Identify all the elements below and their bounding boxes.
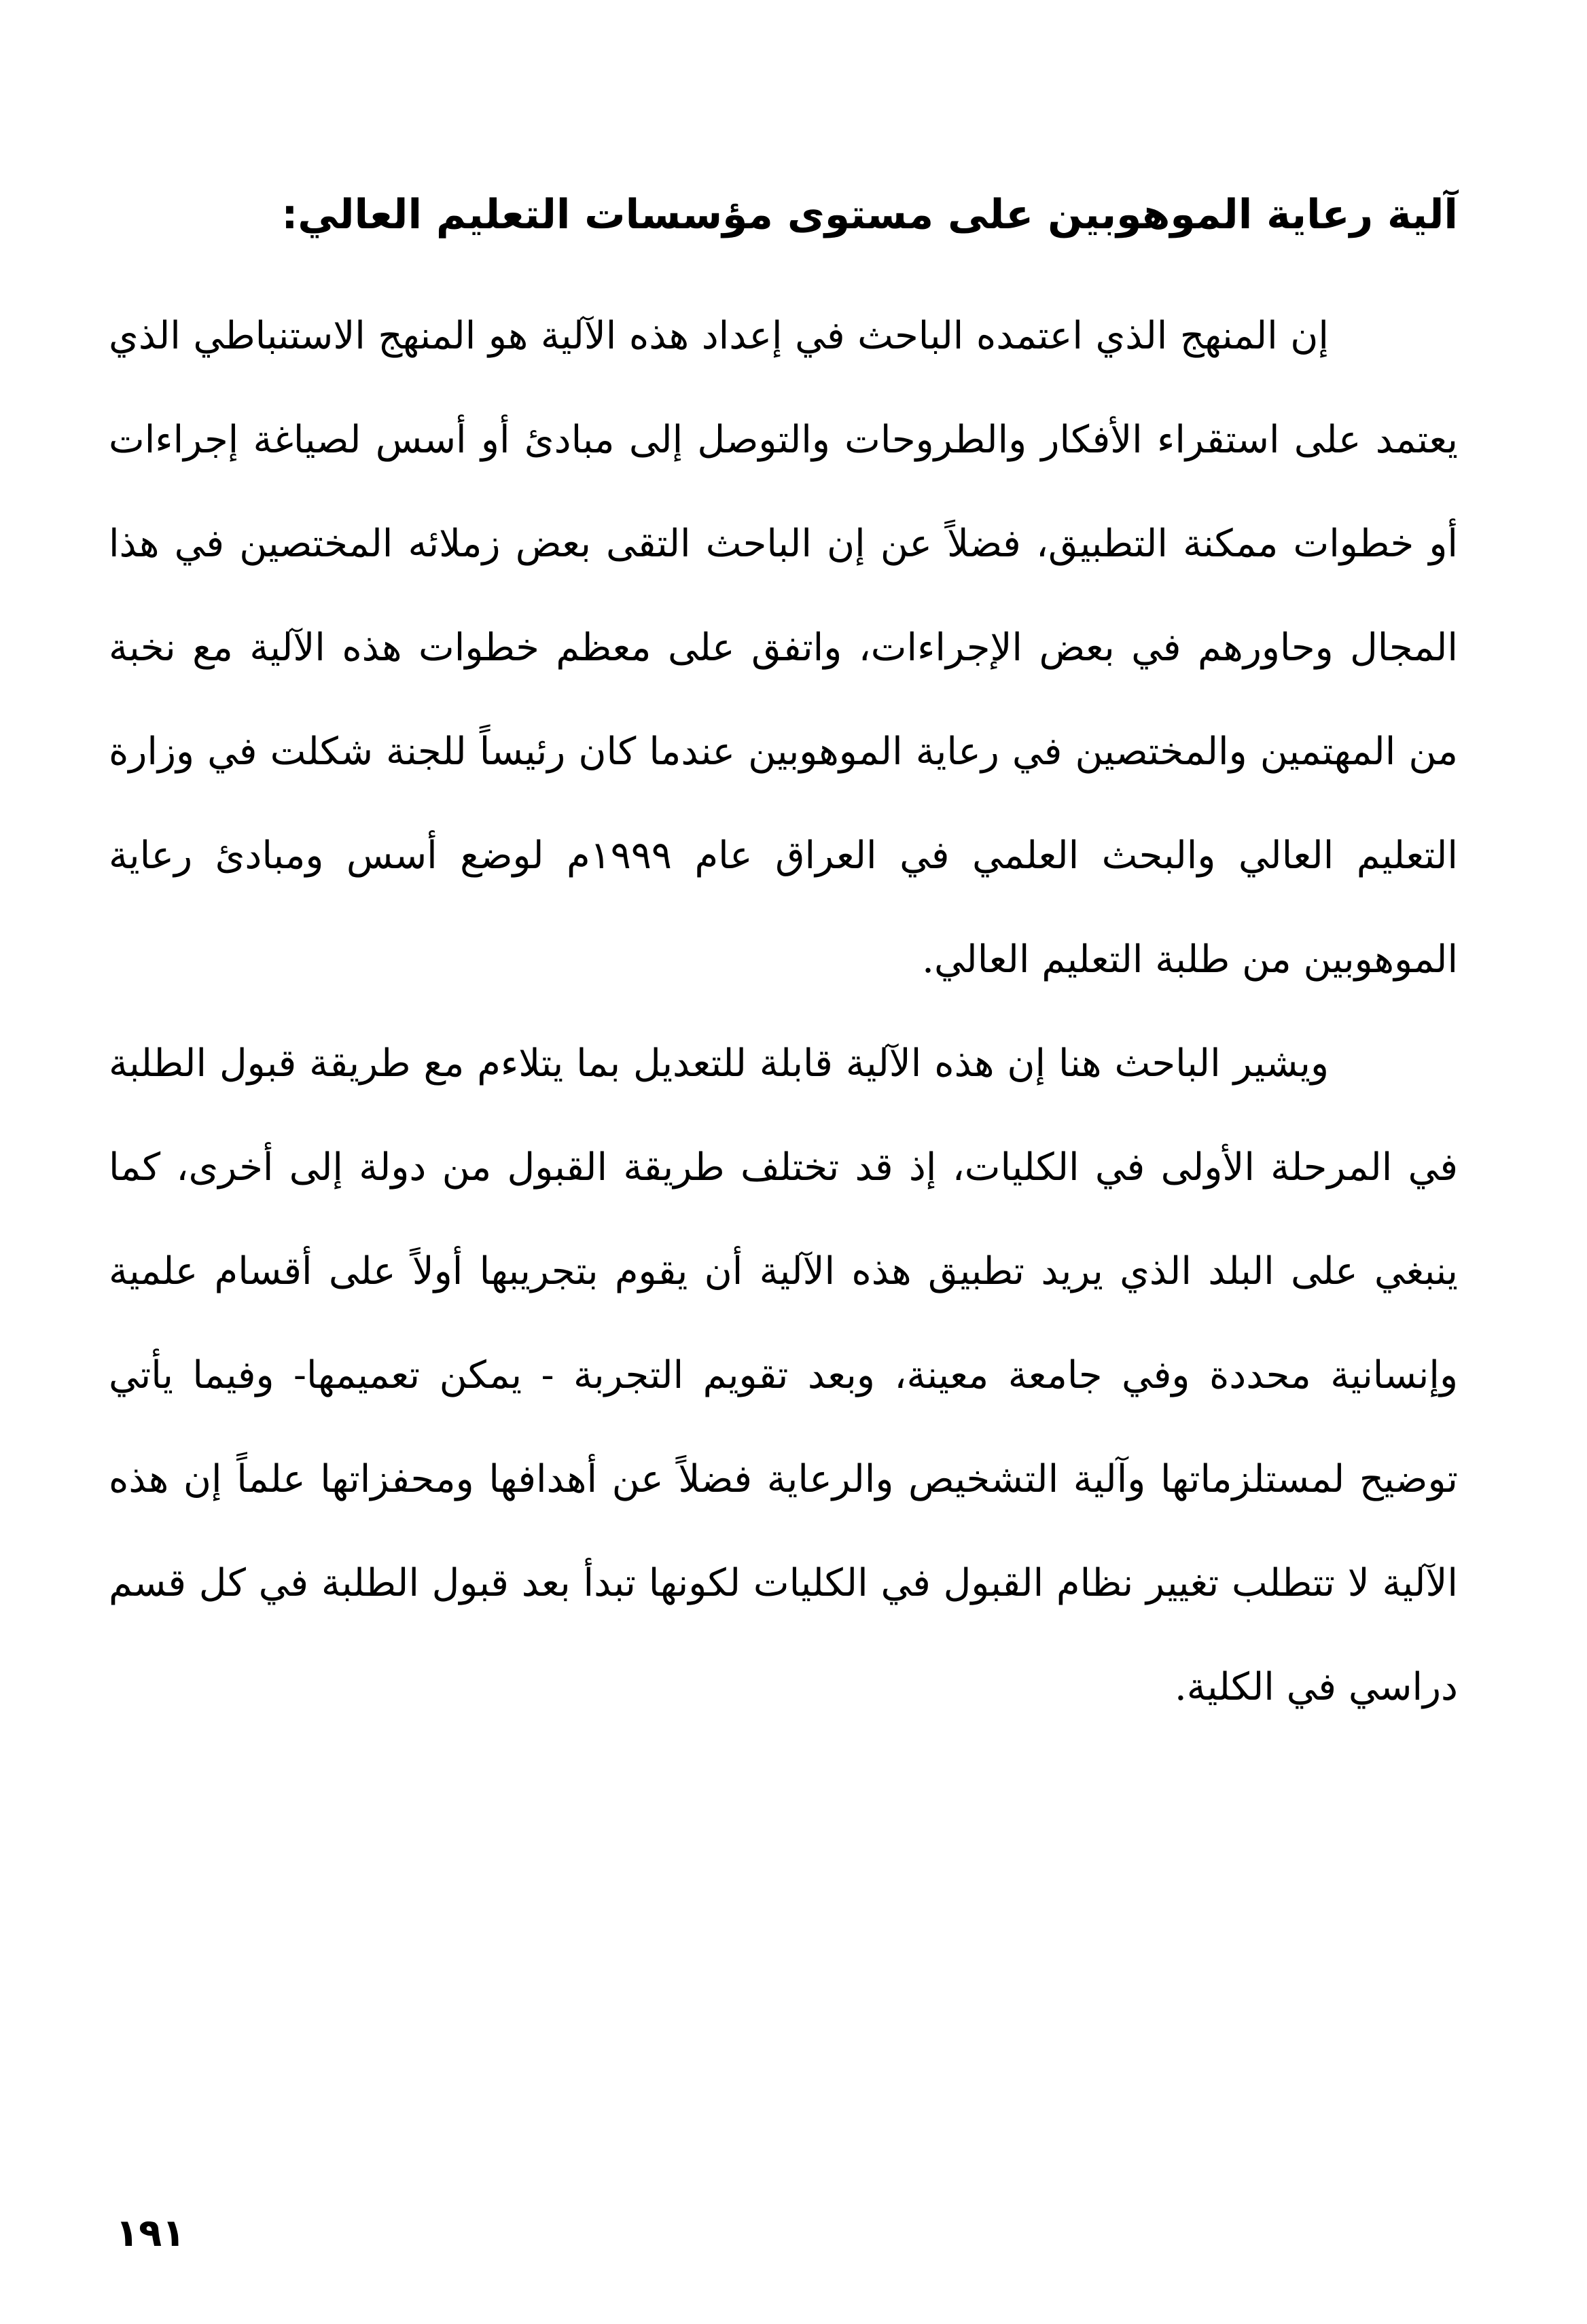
page-number: ١٩١ [115, 2211, 185, 2255]
paragraph-methodology: إن المنهج الذي اعتمده الباحث في إعداد هذه الآلية هو المنهج الاستنباطي الذي يعتمد على استقراء الأفكار والطروحات والتوصل إلى مبادئ أو أسس لصياغة إجراءات أو خطوات ممكنة التطبيق، فضلاً عن إن الباحث التقى بعض زملائه المختصين في هذا المجال وحاورهم في بعض الإجراءات، واتفق على معظم خطوات هذه الآلية مع نخبة من المهتمين والمختصين في رعاية الموهوبين عندما كان رئيساً للجنة شكلت في وزارة التعليم العالي والبحث العلمي في العراق عام ١٩٩٩م لوضع أسس ومبادئ رعاية الموهوبين من طلبة التعليم العالي. [109, 314, 1459, 982]
page-content [109, 170, 1458, 1739]
section-heading: آلية رعاية الموهوبين على مستوى مؤسسات التعليم العالي: [281, 191, 1458, 238]
paragraph-adaptation: ويشير الباحث هنا إن هذه الآلية قابلة للتعديل بما يتلاءم مع طريقة قبول الطلبة في المرحلة الأولى في الكليات، إذ قد تختلف طريقة القبول من دولة إلى أخرى، كما ينبغي على البلد الذي يريد تطبيق هذه الآلية أن يقوم بتجريبها أولاً على أقسام علمية وإنسانية محددة وفي جامعة معينة، وبعد تقويم التجربة - يمكن تعميمها- وفيما يأتي توضيح لمستلزماتها وآلية التشخيص والرعاية فضلاً عن أهدافها ومحفزاتها علماً إن هذه الآلية لا تتطلب تغيير نظام القبول في الكليات لكونها تبدأ بعد قبول الطلبة في كل قسم دراسي في الكلية. [109, 1041, 1459, 1709]
